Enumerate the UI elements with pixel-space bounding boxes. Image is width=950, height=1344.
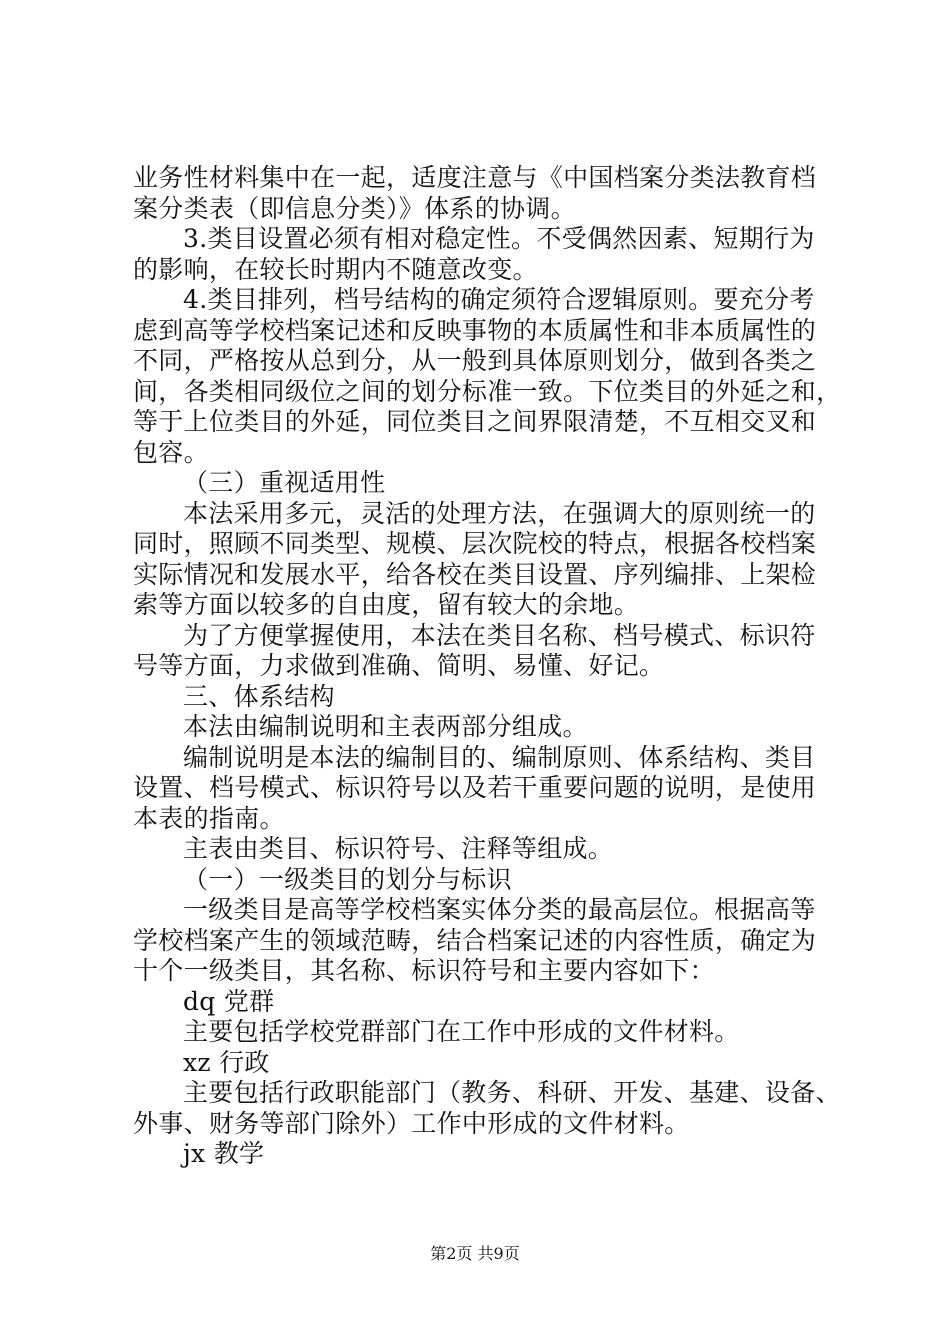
text-line: （三）重视适用性 bbox=[183, 468, 386, 497]
text-line: 包容。 bbox=[133, 437, 209, 467]
text-line: 案分类表（即信息分类）》体系的协调。 bbox=[133, 193, 576, 223]
text-line: 间，各类相同级位之间的划分标准一致。下位类目的外延之和， bbox=[133, 376, 842, 406]
text-line: 虑到高等学校档案记述和反映事物的本质属性和非本质属性的 bbox=[133, 315, 817, 345]
text-line: 本法由编制说明和主表两部分组成。 bbox=[183, 712, 588, 741]
text-line: 索等方面以较多的自由度，留有较大的余地。 bbox=[133, 590, 640, 619]
text-line: 为了方便掌握使用，本法在类目名称、档号模式、标识符 bbox=[183, 620, 816, 650]
text-line: 等于上位类目的外延，同位类目之间界限清楚，不互相交叉和 bbox=[133, 407, 817, 436]
text-line: 业务性材料集中在一起，适度注意与《中国档案分类法教育档 bbox=[133, 163, 817, 192]
text-line: 编制说明是本法的编制目的、编制原则、体系结构、类目 bbox=[183, 742, 816, 772]
text-line: 三、体系结构 bbox=[183, 681, 335, 711]
text-line: 不同，严格按从总到分，从一般到具体原则划分，做到各类之 bbox=[133, 346, 817, 375]
text-line: jx 教学 bbox=[183, 1139, 265, 1168]
text-line: 设置、档号模式、标识符号以及若干重要问题的说明，是使用 bbox=[133, 773, 817, 802]
text-line: 4.类目排列，档号结构的确定须符合逻辑原则。要充分考 bbox=[183, 285, 815, 314]
text-line: 本表的指南。 bbox=[133, 803, 285, 833]
text-line: 本法采用多元，灵活的处理方法，在强调大的原则统一的 bbox=[183, 498, 816, 528]
text-line: 3.类目设置必须有相对稳定性。不受偶然因素、短期行为 bbox=[183, 224, 815, 253]
text-line: 主表由类目、标识符号、注释等组成。 bbox=[183, 834, 614, 863]
text-line: 一级类目是高等学校档案实体分类的最高层位。根据高等 bbox=[183, 895, 816, 924]
page-footer: 第2页 共9页 bbox=[430, 1244, 520, 1263]
text-line: 号等方面，力求做到准确、简明、易懂、好记。 bbox=[133, 651, 665, 680]
text-line: xz 行政 bbox=[183, 1047, 270, 1077]
text-line: 学校档案产生的领域范畴，结合档案记述的内容性质，确定为 bbox=[133, 925, 817, 955]
text-line: 十个一级类目，其名称、标识符号和主要内容如下： bbox=[133, 956, 715, 985]
text-line: dq 党群 bbox=[183, 986, 275, 1016]
text-line: 主要包括学校党群部门在工作中形成的文件材料。 bbox=[183, 1017, 740, 1046]
text-line: 实际情况和发展水平，给各校在类目设置、序列编排、上架检 bbox=[133, 559, 817, 589]
text-line: 同时，照顾不同类型、规模、层次院校的特点，根据各校档案 bbox=[133, 529, 817, 558]
text-line: 的影响，在较长时期内不随意改变。 bbox=[133, 254, 538, 284]
document-body bbox=[133, 163, 842, 1170]
text-line: 主要包括行政职能部门（教务、科研、开发、基建、设备、 bbox=[183, 1078, 841, 1107]
text-line: （一）一级类目的划分与标识 bbox=[183, 864, 512, 894]
text-line: 外事、财务等部门除外）工作中形成的文件材料。 bbox=[133, 1108, 690, 1138]
